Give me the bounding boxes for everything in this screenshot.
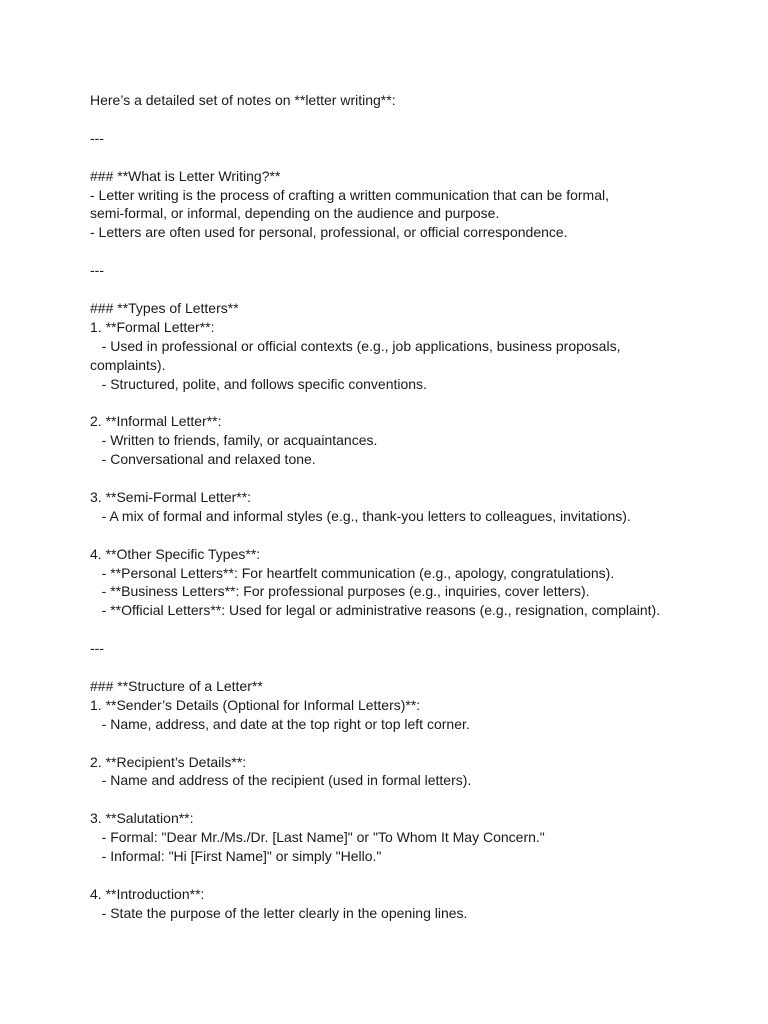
blank-line: [90, 790, 730, 809]
blank-line: [90, 469, 730, 488]
text-line: complaints).: [90, 356, 166, 373]
bullet-item: - Used in professional or official contexts (e.g., job applications, business proposals,: [90, 337, 621, 354]
bullet-item: - Name, address, and date at the top right or top left corner.: [90, 715, 470, 732]
bullet-item: - Written to friends, family, or acquaintances.: [90, 432, 378, 449]
blank-line: [90, 393, 730, 412]
numbered-item: 1. **Sender’s Details (Optional for Informal Letters)**:: [90, 696, 421, 713]
text-line: semi-formal, or informal, depending on the audience and purpose.: [90, 205, 500, 222]
text-line: Here’s a detailed set of notes on **letter writing**:: [90, 92, 396, 108]
blank-line: [90, 110, 730, 129]
numbered-item: 4. **Other Specific Types**:: [90, 545, 261, 562]
numbered-item: 1. **Formal Letter**:: [90, 318, 215, 335]
numbered-item: 2. **Recipient’s Details**:: [90, 753, 247, 770]
section-heading: ### **What is Letter Writing?**: [90, 167, 281, 184]
document-body: [90, 91, 730, 923]
blank-line: [90, 866, 730, 885]
bullet-item: - **Official Letters**: Used for legal or administrative reasons (e.g., resignation, complaint).: [90, 602, 661, 619]
horizontal-rule-line: ---: [90, 129, 104, 146]
numbered-item: 4. **Introduction**:: [90, 885, 205, 902]
bullet-item: - **Business Letters**: For professional purposes (e.g., inquiries, cover letters).: [90, 583, 590, 600]
numbered-item: 3. **Semi-Formal Letter**:: [90, 488, 252, 505]
blank-line: [90, 280, 730, 299]
blank-line: [90, 658, 730, 677]
blank-line: [90, 526, 730, 545]
bullet-item: - Informal: "Hi [First Name]" or simply "Hello.": [90, 848, 382, 865]
section-heading: ### **Types of Letters**: [90, 299, 239, 316]
bullet-item: - Formal: "Dear Mr./Ms./Dr. [Last Name]" or "To Whom It May Concern.": [90, 829, 545, 846]
bullet-item: - Conversational and relaxed tone.: [90, 451, 316, 468]
bullet-item: - A mix of formal and informal styles (e.g., thank-you letters to colleagues, invitations).: [90, 507, 631, 524]
bullet-item: - State the purpose of the letter clearly in the opening lines.: [90, 904, 468, 921]
bullet-item: - Name and address of the recipient (used in formal letters).: [90, 772, 472, 789]
blank-line: [90, 620, 730, 639]
bullet-item: - Structured, polite, and follows specific conventions.: [90, 375, 427, 392]
bullet-item: - Letters are often used for personal, professional, or official correspondence.: [90, 224, 568, 241]
bullet-item: - **Personal Letters**: For heartfelt communication (e.g., apology, congratulations).: [90, 564, 615, 581]
section-heading: ### **Structure of a Letter**: [90, 677, 263, 694]
horizontal-rule-line: ---: [90, 640, 104, 657]
blank-line: [90, 148, 730, 167]
numbered-item: 2. **Informal Letter**:: [90, 413, 222, 430]
blank-line: [90, 734, 730, 753]
blank-line: [90, 242, 730, 261]
horizontal-rule-line: ---: [90, 262, 104, 279]
bullet-item: - Letter writing is the process of crafting a written communication that can be formal,: [90, 186, 610, 203]
numbered-item: 3. **Salutation**:: [90, 810, 194, 827]
